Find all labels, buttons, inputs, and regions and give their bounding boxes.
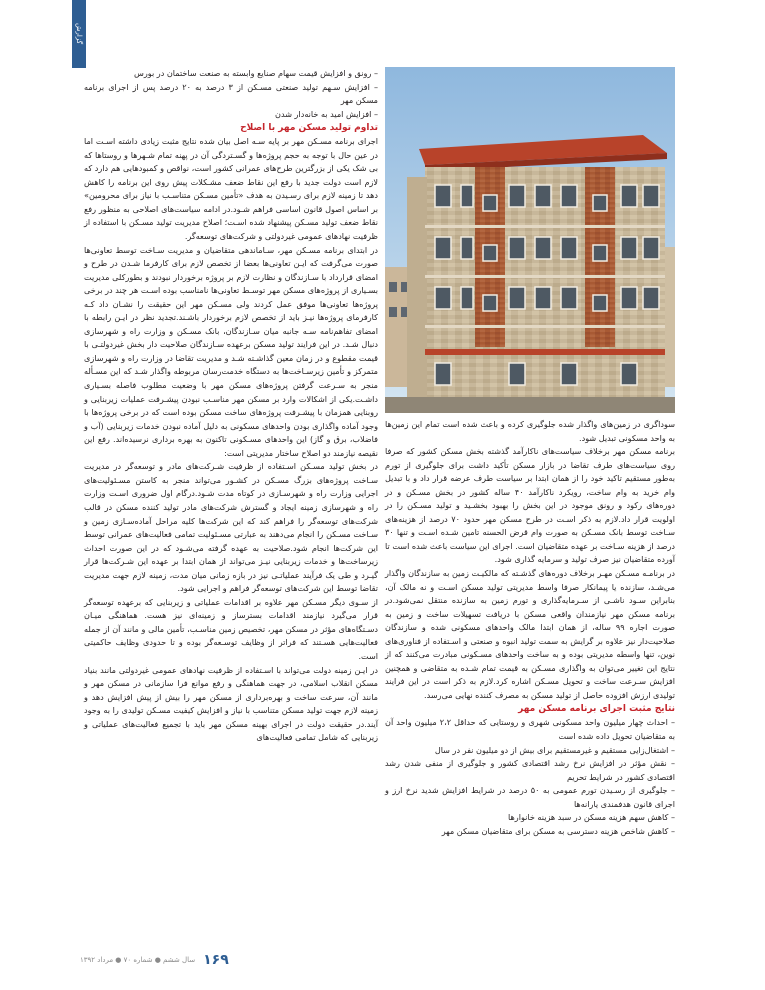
right-column-paragraph: برنامه مسکن مهر برخلاف سیاست‌های ناکارآمد گذشته بخش مسکن کشور که صرفا روی سیاست‌های طرف تقاضا در بازار مسکن تأکید داشت برای جلوگیری از تورم به‌طور مستقیم تاکید خود را از همان ابتدا بر سیاست طرف عرضه قرار داد و با تبدیل وام خرید به وام ساخت، رویکرد ناکارآمد ۴۰ ساله کشور در بخش مسـکن و در دوره‌های رکود و رونق موجود در این بخش را بهبود بخشـید و تولید مسـکن را در اولویت قرار داد.لازم به ذکر اسـت در طرح مسکن مهر حدود ۷۰ درصد از هزینه‌های سـاخت توسط بانک مسـکن به صورت وام قرض الحسنه تامین شـده اسـت و تنها ۳۰ درصد از هزینه سـاخت بر عهده متقاضیان است. اجرای این سیاست باعث شده است تا آورده متقاضیان نیز صرف تولید و سرمایه گذاری شود. xyxy=(385,446,676,565)
left-column-heading: تداوم تولید مسکن مهر با اصلاح xyxy=(240,123,378,134)
right-column-heading: نتایج مثبت اجرای برنامه مسکن مهر xyxy=(518,704,675,715)
right-column-paragraph: – اشتغال‌زایی مستقیم و غیرمستقیم برای بیش از دو میلیون نفر در سال xyxy=(434,744,675,755)
right-column-paragraph: – کاهش سهم هزینه مسکن در سبد هزینه خانوارها xyxy=(508,812,675,823)
right-column-paragraph: – نقش مؤثر در افزایش نرخ رشد اقتصادی کشور و جلوگیری از منفی شدن رشد اقتصادی کشور در شرایط تحریم xyxy=(385,758,675,782)
left-column-paragraph: اجرای برنامه مسـکن مهر بر پایه سـه اصل بیان شده نتایج مثبت زیادی داشته اسـت اما در عین حال با توجه به حجم پروژه‌ها و گسـتردگی آن در پهنه تمام شـهرها و روستاها که بی شک یکی از بزرگترین طرح‌های عمرانی کشور است، نواقص و کمبودهایی هم دارد که لازم است دولت جدید با رفع این نقاط ضعف مشـکلات پیش روی این برنامه را کاهش دهد تا زمینه لازم برای رسـیدن به هدف «تأمین مسـکن متناسـب با نیاز برای محرومین» بر اساس اصول قانون اساسی فراهم شـود.در ادامه سیاست‌های اصلاحی به منظور رفع نقاط ضعف تولید مسـکن پیشنهاد شده اسـت؛ اصلاح مدیریت تولید مسـکن با استفاده از ظرفیت نهادهای عمومی غیردولتی و شرکت‌های توسعه‌گر. xyxy=(84,136,378,242)
right-column-paragraph: – احداث چهار میلیون واحد مسکونی شهری و روستایی که حداقل ۲،۲ میلیون واحد آن به متقاضیان تحویل داده شده است xyxy=(385,717,675,742)
right-column-paragraph: در برنامـه مسـکن مهـر برخلاف دوره‌های گذشـته که مالکیـت زمین به سازندگان واگذار می‌شـد، سازنده یا پیمانکار صرفا واسط مدیریتی تولید مسکن اسـت و نه مالک آن، بنابراین سـود ناشـی از سـرمایه‌گذاری و تورم زمین به سازنده منتقل نمی‌شود.در برنامه مسکن مهر نیازمندان واقعی مسکن با دریافت تسهیلات ساخت و زمین به صورت اجاره ۹۹ ساله، از همان ابتدا مالک واحدهای مسکونی شده و سازندگان صلاحیت‌دار نیز علاوه بر گرایش به سمت تولید انبوه و صنعتی و اسـتفاده از فناوری‌های نوین، تنها واسطه مدیریتی بوده و به ساخت واحدهای مسـکونی مبادرت می‌کنند که از نتایج این تغییر می‌توان به واگذاری مسـکن به قیمت تمام شـده به متقاضی و همچنین افزایش سـرعت ساخت و تحویل مسـکن اشاره کرد.لازم به ذکر است در این فرایند تولیدی ارزش افزوده حاصل از تولید مسکن به مصرف کننده نهایی می‌رسد. xyxy=(385,568,675,700)
left-column-paragraph: – افزایش امید به خانه‌دار شدن xyxy=(275,108,378,119)
page-number: ۱۶۹ xyxy=(203,952,229,968)
right-column-paragraph: – کاهش شاخص هزینه دسترسی به مسکن برای متقاضیان مسکن مهر xyxy=(441,825,675,836)
section-tab xyxy=(72,0,86,68)
right-text-column xyxy=(385,418,675,838)
page-footer xyxy=(80,952,229,968)
left-column-paragraph: در ابتدای برنامه مسـکن مهر، سـاماندهی متقاضیان و مدیریت سـاخت توسط تعاونی‌ها صورت می‌گرفت که ایـن تعاونی‌ها بعضا از تخصص لازم برای کارفرما شـدن در طرح و امضای قرارداد با سـازندگان و نظارت لازم بر پروژه برخوردار نبودند و بطورکلی مدیریت بسـیاری از پروژه‌های مسکن مهر توسـط تعاونی‌ها نامناسب بوده اسـت هر چند در برخی پروژه‌ها تعاونی‌ها موفق عمل کردند ولی مسـکن مهر این حقیقت را نشـان داد کـه کارفرمای پروژه‌ها نیـز باید از تخصص لازم برخوردار باشـند.تجدید نظر در ایـن رابطه با امضای تفاهم‌نامه سـه جانبه میان سـازندگان، بانک مسـکن و وزارت راه و شهرسازی دنبال شـد. در این فرایند تولید مسکن برعهده سـازندگان صلاحیت دار بخش غیردولتـی با قیمت مقطوع و در زمان معین گذاشـته شـد و مدیریت تقاضا در وزارت راه و شهرسازی متمرکز و تأمین زیرسـاخت‌ها به دستگاه خدمت‌رسان مربوطه واگذار شـد که این مسـأله منجر به سـرعت گرفتن پروژه‌های مسکن مهر با وضعیت مطلوب فاصله بسـیاری داشـت.یکی از اشکالات وارد بر مسکن مهر مناسـب نبودن پیشـرفت عملیات زیربنایی و روبنایی همزمان با پیشـرفت پروژه‌های ساخت مسکن بوده است که در برخی پروژه‌ها با وجود آماده واگذاری بودن واحدهای مسکونی به دلیل آماده نبودن خدمات زیربنایی (آب و فاضلاب، برق و گاز) این واحدهای مسـکونی تاکنون به بهره برداری نرسیده‌اند. رفع این نقیصه نیازمند دو اصلاح ساختار مدیریتی است: xyxy=(84,244,378,458)
building-photo xyxy=(385,67,675,413)
left-column-paragraph: در بخش تولید مسـکن اسـتفاده از ظرفیت شـرکت‌های مادر و توسعه‌گر در مدیریت سـاخت پروژه‌های بزرگ مسـکن در کشـور می‌تواند منجر به کاستن مسـئولیت‌های اجرایی وزارت راه و شهرسـازی در کوتاه مدت شـود.درگام اول ضروری اسـت وزارت راه و شهرسازی زمینه ایجاد و گسترش شرکت‌های مادر تولید کننده مسکن در قالب شرکت‌های توسعه‌گر را فراهم کند که این شرکت‌ها کلیه مراحل آماده‌سـازی زمین و سـاخت مسـکن را انجام می‌دهند به عبارتی مسـئولیت تمامی فعالیت‌های عمرانی توسط این شرکت‌ها انجام شود.صلاحیت به عهده گرفته می‌شـود که در این صورت احداث زیرساخت‌ها و خدمات زیربنایی نیـز می‌تواند از همان ابتدا بر عهده این شـرکت‌ها قرار گیـرد و طی یک فرآیند عملیاتـی نیز در بازه زمانی میان مدت، زمینه لازم جهت مدیریت تقاضا توسط این شرکت‌های توسعه‌گر فراهم و اجرایی شود. xyxy=(84,461,378,594)
right-column-paragraph: سوداگری در زمین‌های واگذار شده جلوگیری کرده و باعث شده است تمام این زمین‌ها به واحد مسکونی تبدیل شود. xyxy=(385,419,675,443)
issue-info: سال ششم ● شماره ۷۰ ● مرداد ۱۳۹۲ xyxy=(80,956,196,964)
left-column-paragraph: در ایـن زمینه دولت می‌تواند با اسـتفاده از ظرفیت نهادهای عمومی غیردولتی مانند بنیاد مسکن انقلاب اسلامی، در جهت هماهنگی و رفع موانع فرا سازمانی در مسکن مهر و مانند آن، سرعت ساخت و بهره‌برداری از مسکن مهر را بیش از پیش افزایش دهد و زمینه لازم جهت تولید مسکن متناسب با نیاز و افزایش کیفیت مسـکن تولیدی را به وجود آیند.در حقیقت دولت در اجرای بهینه مسکن مهر باید با تجمیع فعالیت‌های عملیاتی و زیربنایی که شامل تمامی فعالیت‌های xyxy=(84,664,378,743)
building-photo-image xyxy=(385,67,675,413)
left-text-column xyxy=(84,67,378,745)
left-column-paragraph: – افزایش سـهم تولید صنعتی مسـکن از ۳ درصد به ۲۰ درصد پس از اجرای برنامه مسکن مهر xyxy=(84,81,379,106)
section-tab-label: گزارش xyxy=(75,23,83,45)
left-column-paragraph: – رونق و افزایش قیمت سهام صنایع وابسته به صنعت ساختمان در بورس xyxy=(133,68,378,78)
left-column-paragraph: از سـوی دیگر مسـکن مهر علاوه بر اقدامات عملیاتی و زیربنایی که برعهده توسعه‌گر قرار می‌گیرد نیازمند اقدامات بسترساز و زمینه‌ای نیز هست. هماهنگی میـان دسـتگاه‌های مؤثر در مسکن مهر، تخصیص زمین مناسـب، تأمین مالی و مانند آن از جمله فعالیت‌هایی هسـتند که فراتر از وظایف توسـعه‌گر بوده و تا حدودی وظایف حاکمیتی است. xyxy=(84,596,378,661)
right-column-paragraph: – جلوگیری از رسـیدن تورم عمومی به ۵۰ درصد در شرایط افزایش شدید نرخ ارز و اجرای قانون هدفمندی یارانه‌ها xyxy=(385,785,675,809)
